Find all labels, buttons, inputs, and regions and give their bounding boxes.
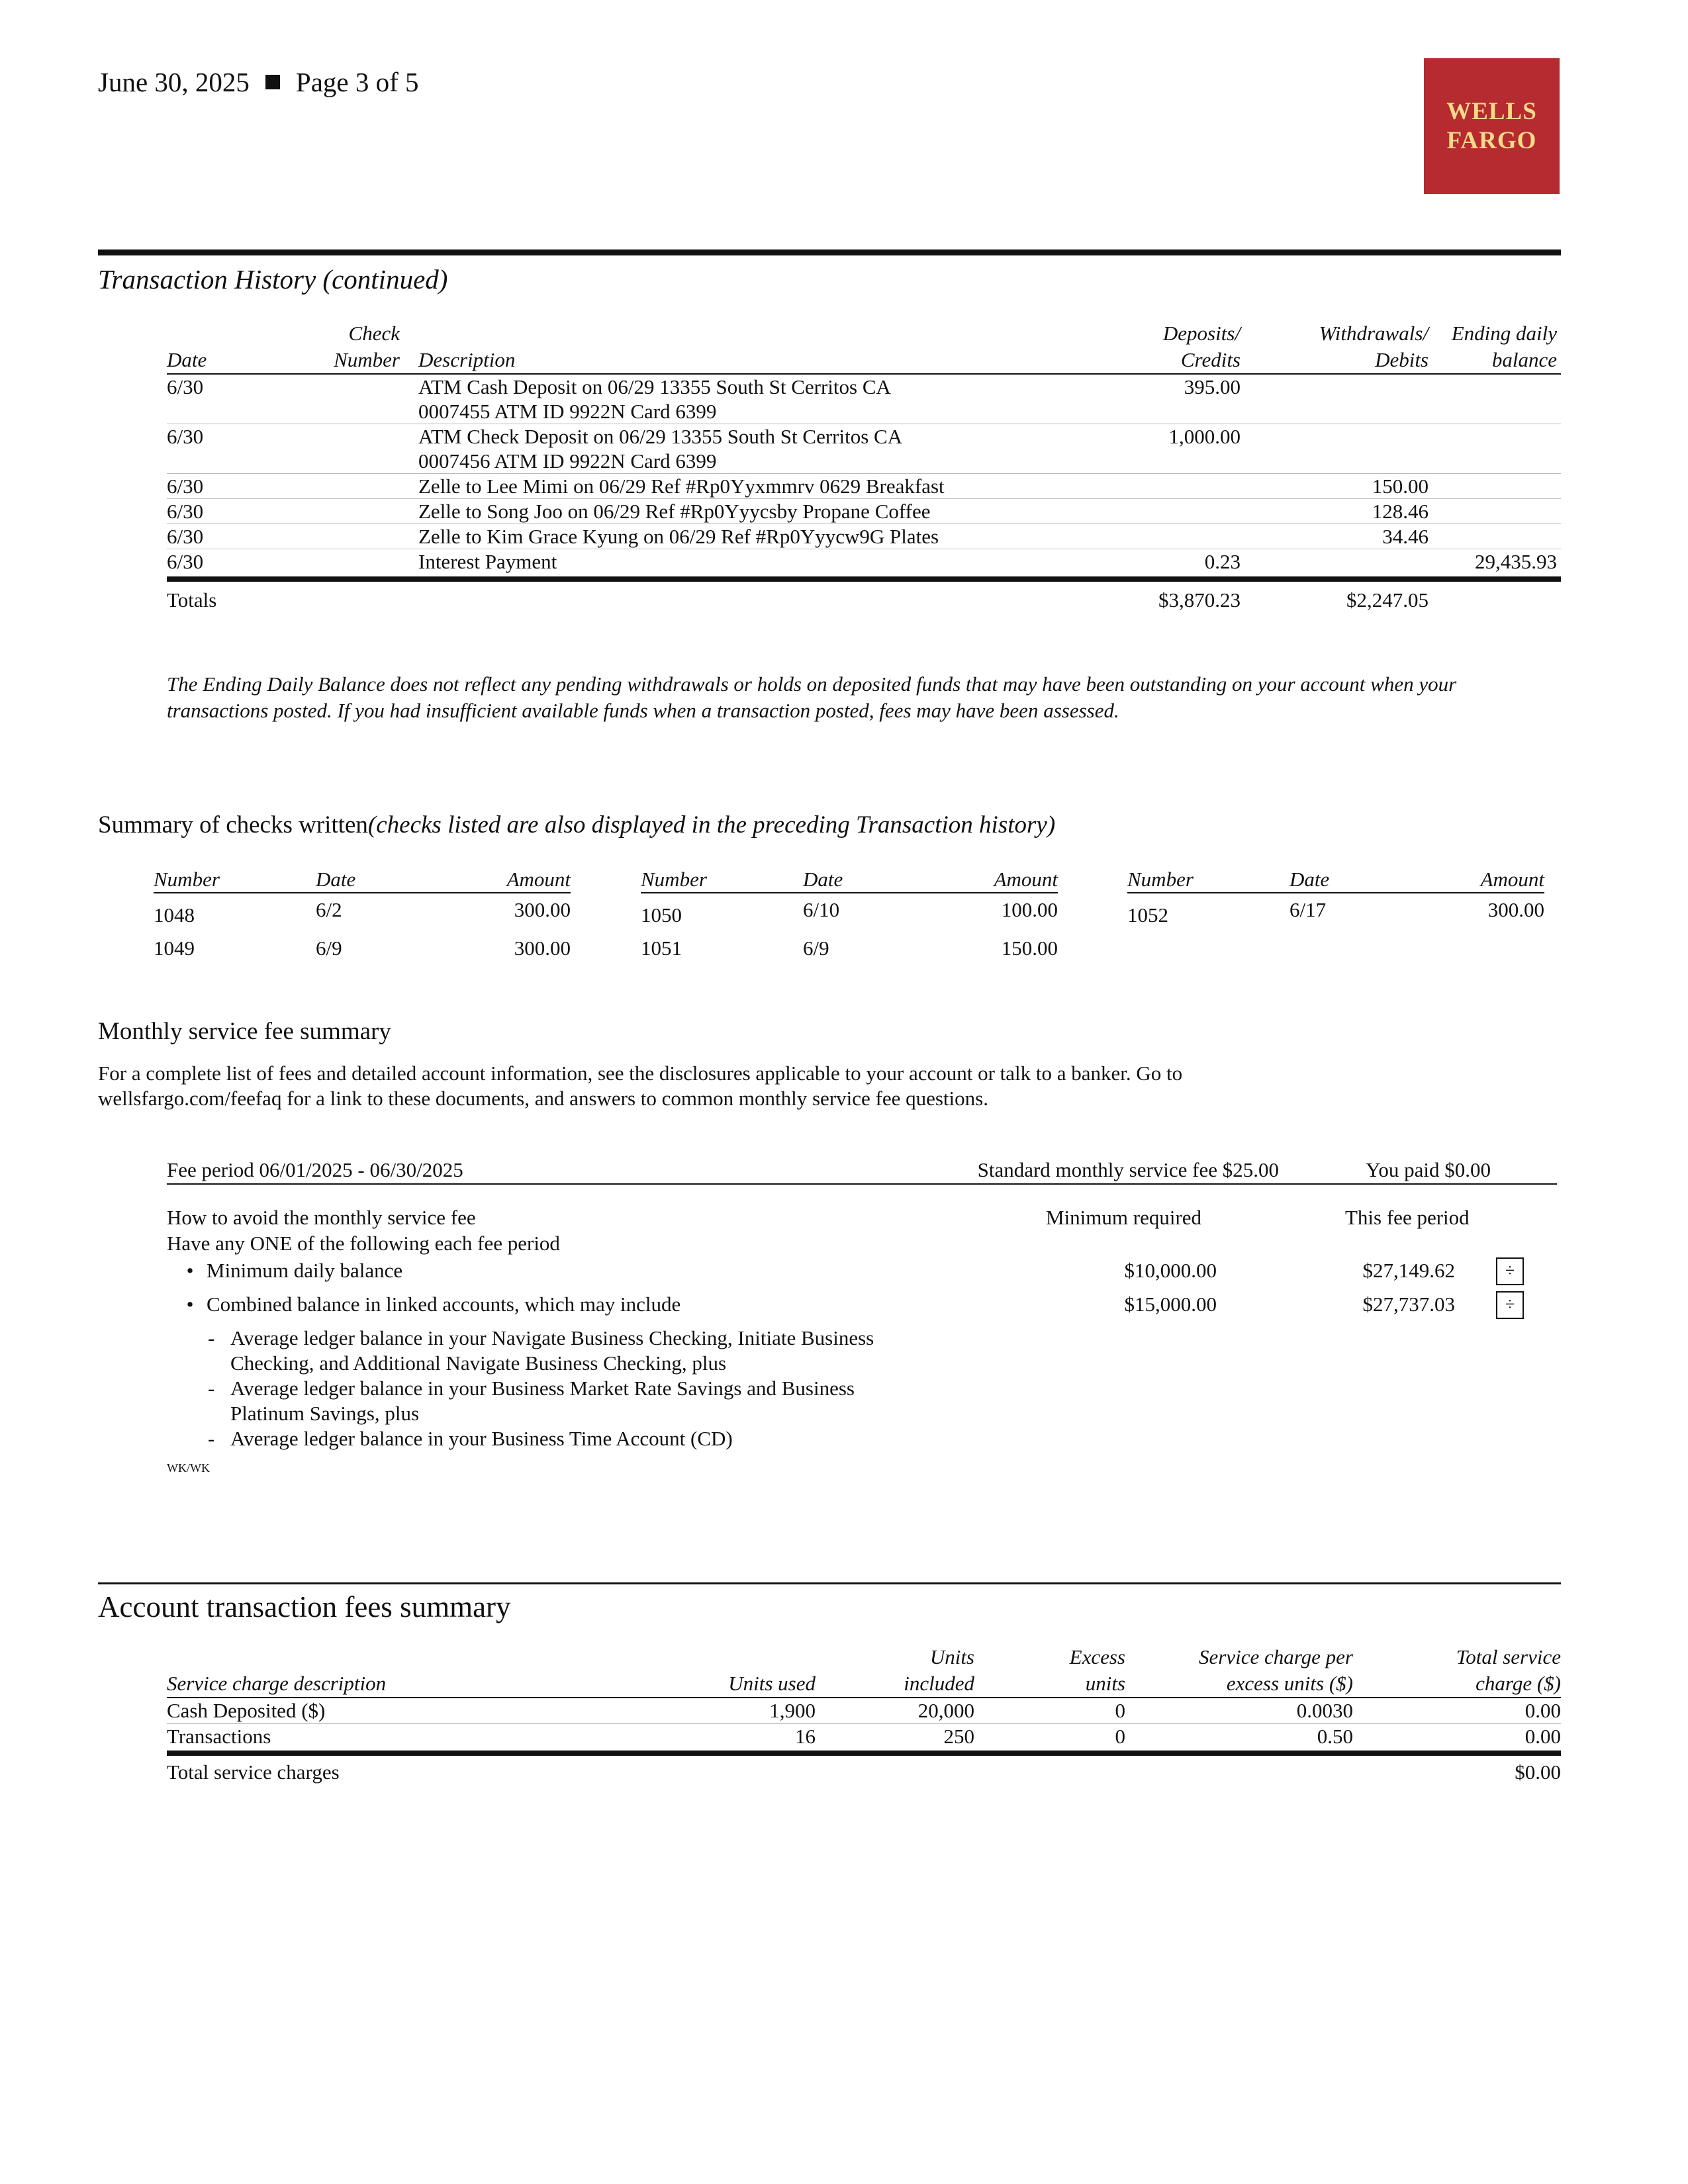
dash-icon: - [208,1427,215,1450]
col-units-used: Units used [683,1644,816,1698]
col-number: Number [1127,867,1289,893]
minimum-required-label: Minimum required [1046,1206,1202,1229]
tx-check [305,374,404,424]
check-number: 1052 [1127,903,1168,927]
subitem-line: Checking, and Additional Navigate Business Checking, plus [230,1351,727,1375]
fee-excess-units: 0 [974,1724,1125,1754]
check-number: 1048 [154,903,195,927]
check-date: 6/9 [803,936,829,960]
tx-description: Zelle to Song Joo on 06/29 Ref #Rp0Yyycsby Propane Coffee [404,499,1086,524]
tx-deposit: 395.00 [1086,374,1244,424]
checks-group-3 [1127,867,1544,932]
check-amount: 300.00 [514,936,571,960]
option-combined-balance [185,1292,680,1317]
col-service-description: Service charge description [167,1644,683,1698]
you-paid: You paid $0.00 [1279,1157,1557,1184]
tx-withdrawal [1244,549,1432,580]
this-fee-period-label: This fee period [1345,1206,1470,1229]
fee-rate: 0.50 [1125,1724,1353,1754]
table-row [167,1724,1561,1754]
option-label: Minimum daily balance [207,1259,403,1282]
tx-balance [1432,524,1561,549]
subitem-line: Average ledger balance in your Navigate Business Checking, Initiate Business [230,1326,874,1349]
transaction-header-row [167,320,1561,374]
check-amount: 300.00 [514,898,571,921]
check-date: 6/9 [316,936,342,960]
col-ending-balance: Ending daily balance [1432,320,1561,374]
tx-check [305,474,404,499]
fee-units-used: 16 [683,1724,816,1754]
col-total-charge: Total service charge ($) [1353,1644,1561,1698]
tx-description: Zelle to Kim Grace Kyung on 06/29 Ref #Rp0Yyycw9G Plates [404,524,1086,549]
tx-balance [1432,474,1561,499]
subitem-savings [208,1376,855,1426]
check-number: 1051 [641,936,682,960]
fee-period-header [167,1157,1557,1185]
table-row [167,474,1561,499]
check-row [154,932,571,965]
monthly-fee-intro: For a complete list of fees and detailed account information, see the disclosures applicable to your account or talk to a banker. Go to wellsfargo.com/feefaq for a link to these documents, and answers to common monthly service fee questions. [98,1062,1183,1110]
table-row [167,524,1561,549]
option-actual: $27,737.03 [1362,1293,1455,1316]
fee-description: Cash Deposited ($) [167,1698,683,1724]
total-balance-empty [1432,579,1561,614]
standard-fee: Standard monthly service fee $25.00 [895,1157,1279,1184]
checks-group-1 [154,867,571,965]
col-check-number: Check Number [305,320,404,374]
col-units-included: Units included [816,1644,974,1698]
col-date: Date [1289,867,1422,893]
fee-units-used: 1,900 [683,1698,816,1724]
totals-label: Totals [167,588,217,612]
col-deposits: Deposits/ Credits [1086,320,1244,374]
tx-balance [1432,499,1561,524]
fee-total: 0.00 [1353,1724,1561,1754]
col-withdrawals: Withdrawals/ Debits [1244,320,1432,374]
statement-date: June 30, 2025 [98,67,250,97]
total-deposits: $3,870.23 [1158,588,1241,612]
logo-line-1: WELLS [1446,97,1537,125]
subitem-line: Average ledger balance in your Business Time Account (CD) [230,1427,733,1450]
transaction-table [167,320,1561,614]
logo-line-2: FARGO [1446,126,1537,154]
tx-deposit: 0.23 [1086,549,1244,580]
tx-date: 6/30 [167,374,305,424]
tx-date: 6/30 [167,549,305,580]
checks-group-2 [641,867,1058,965]
fee-summary-block [167,1157,1557,1185]
statement-header [98,66,419,98]
how-to-avoid-label: How to avoid the monthly service fee [167,1206,476,1229]
option-actual: $27,149.62 [1362,1259,1455,1282]
checkmark-box-icon: ÷ [1496,1291,1524,1319]
fee-code: WK/WK [167,1461,210,1475]
option-required: $10,000.00 [1124,1259,1217,1282]
check-number: 1050 [641,903,682,927]
account-fees-header-row [167,1644,1561,1698]
check-row [1127,893,1544,932]
subitem-navigate [208,1326,874,1376]
section-divider [98,1582,1561,1584]
tx-check [305,499,404,524]
total-withdrawals: $2,247.05 [1346,588,1429,612]
col-number: Number [154,867,316,893]
tx-withdrawal: 150.00 [1244,474,1432,499]
check-amount: 150.00 [1001,936,1058,960]
col-amount: Amount [448,867,571,893]
tx-check [305,524,404,549]
checkmark-box-icon: ÷ [1496,1257,1524,1285]
fee-excess-units: 0 [974,1698,1125,1724]
tx-deposit [1086,474,1244,499]
tx-date: 6/30 [167,499,305,524]
fee-description: Transactions [167,1724,683,1754]
col-date: Date [167,320,305,374]
col-amount: Amount [1422,867,1544,893]
check-row [154,893,571,932]
option-minimum-daily-balance [185,1258,402,1283]
dash-icon: - [208,1377,215,1400]
account-fees-title: Account transaction fees summary [98,1590,511,1623]
table-row [167,1698,1561,1724]
fee-rate: 0.0030 [1125,1698,1353,1724]
tx-description: ATM Cash Deposit on 06/29 13355 South St Cerritos CA 0007455 ATM ID 9922N Card 6399 [404,374,1086,424]
ending-balance-note: The Ending Daily Balance does not reflect any pending withdrawals or holds on deposited funds that may have been outstanding on your account when your transactions posted. If you had insufficient available funds when a transaction posted, fees may have been assessed. [167,672,1457,722]
table-row [167,499,1561,524]
separator-square-icon [265,75,280,89]
check-row [641,893,1058,932]
total-service-charges-value: $0.00 [1515,1760,1561,1784]
page-number: Page 3 of 5 [295,67,419,97]
tx-check [305,424,404,474]
check-amount: 100.00 [1001,898,1058,921]
option-required: $15,000.00 [1124,1293,1217,1316]
table-row [167,549,1561,580]
tx-deposit [1086,524,1244,549]
table-row [167,374,1561,424]
account-fees-table [167,1644,1561,1785]
fee-period: Fee period 06/01/2025 - 06/30/2025 [167,1157,895,1184]
subitem-cd [208,1426,733,1451]
total-service-charges-label: Total service charges [167,1760,340,1784]
col-charge-per-unit: Service charge per excess units ($) [1125,1644,1353,1698]
tx-withdrawal: 34.46 [1244,524,1432,549]
checks-summary-title [98,811,1055,839]
tx-withdrawal: 128.46 [1244,499,1432,524]
monthly-fee-title: Monthly service fee summary [98,1018,391,1045]
tx-balance [1432,424,1561,474]
totals-row [167,579,1561,614]
tx-description: Zelle to Lee Mimi on 06/29 Ref #Rp0Yyxmmrv 0629 Breakfast [404,474,1086,499]
check-number: 1049 [154,936,195,960]
col-amount: Amount [935,867,1058,893]
checks-title-text: Summary of checks written [98,811,368,839]
col-excess-units: Excess units [974,1644,1125,1698]
tx-deposit [1086,499,1244,524]
dash-icon: - [208,1326,215,1349]
subitem-line: Average ledger balance in your Business Market Rate Savings and Business [230,1377,855,1400]
wells-fargo-logo [1424,58,1560,194]
tx-deposit: 1,000.00 [1086,424,1244,474]
bullet-icon: • [186,1259,194,1282]
checks-subtitle: (checks listed are also displayed in the preceding Transaction history) [367,811,1056,839]
col-description: Description [404,320,1086,374]
check-date: 6/17 [1289,898,1327,921]
have-any-one-label: Have any ONE of the following each fee period [167,1232,560,1255]
col-number: Number [641,867,803,893]
transaction-history-title: Transaction History (continued) [98,264,448,295]
tx-withdrawal [1244,374,1432,424]
fee-units-included: 250 [816,1724,974,1754]
bullet-icon: • [186,1293,194,1316]
tx-balance: 29,435.93 [1432,549,1561,580]
tx-description: Interest Payment [404,549,1086,580]
option-label: Combined balance in linked accounts, which may include [207,1293,681,1316]
tx-withdrawal [1244,424,1432,474]
check-date: 6/10 [803,898,840,921]
fee-units-included: 20,000 [816,1698,974,1724]
tx-date: 6/30 [167,524,305,549]
fee-total: 0.00 [1353,1698,1561,1724]
tx-check [305,549,404,580]
tx-date: 6/30 [167,424,305,474]
col-date: Date [316,867,448,893]
check-row [641,932,1058,965]
table-row [167,424,1561,474]
check-date: 6/2 [316,898,342,921]
tx-balance [1432,374,1561,424]
tx-date: 6/30 [167,474,305,499]
tx-description: ATM Check Deposit on 06/29 13355 South St Cerritos CA 0007456 ATM ID 9922N Card 6399 [404,424,1086,474]
check-amount: 300.00 [1487,898,1544,921]
subitem-line: Platinum Savings, plus [230,1402,420,1425]
total-service-charges-row [167,1753,1561,1785]
col-date: Date [803,867,935,893]
section-divider [98,250,1561,255]
